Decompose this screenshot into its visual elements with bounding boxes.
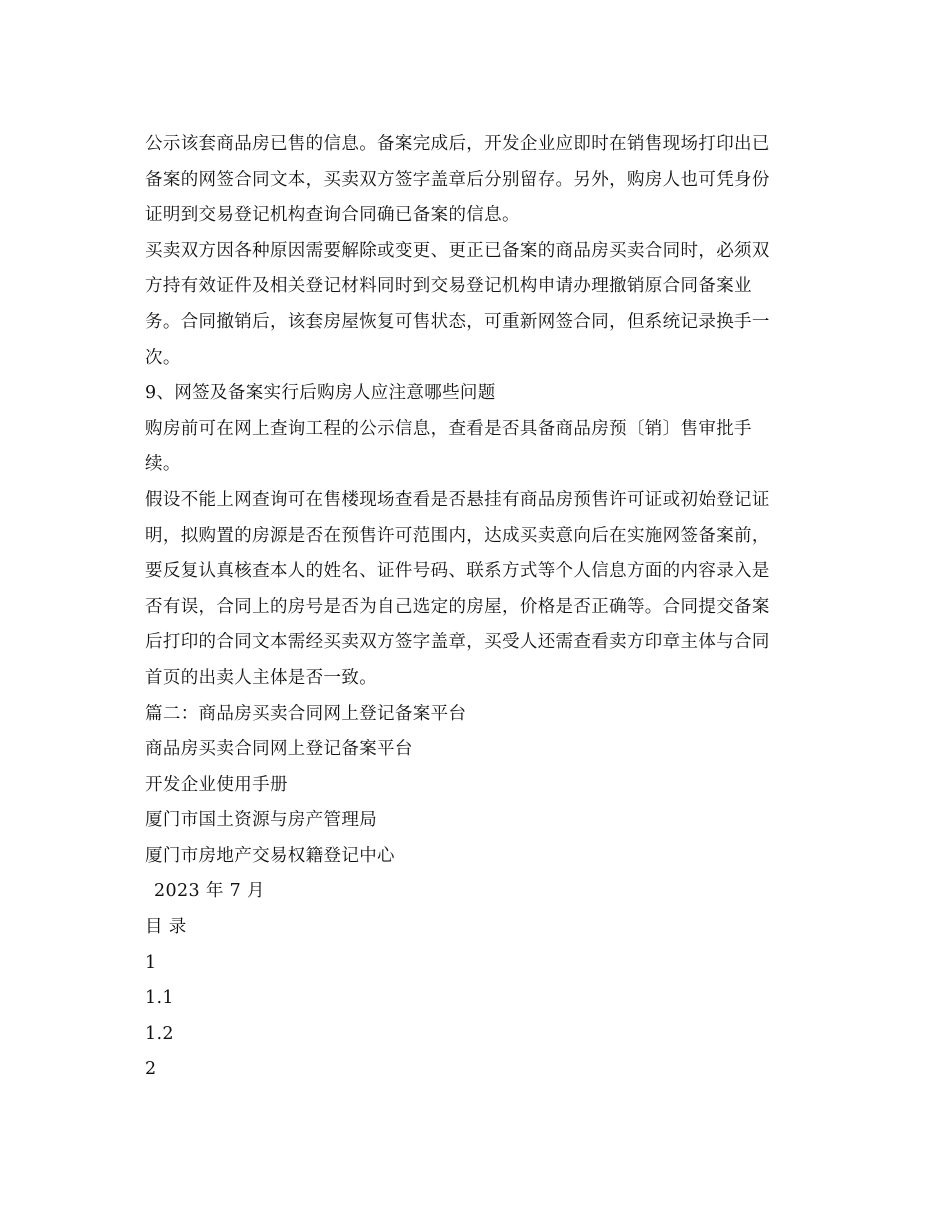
text-line: 次。 bbox=[145, 347, 181, 368]
chapter-heading: 篇二：商品房买卖合同网上登记备案平台 bbox=[145, 703, 467, 724]
manual-subtitle: 开发企业使用手册 bbox=[145, 774, 288, 795]
manual-title: 商品房买卖合同网上登记备案平台 bbox=[145, 739, 413, 760]
section-heading: 9、网签及备案实行后购房人应注意哪些问题 bbox=[145, 383, 496, 404]
text-line: 否有误，合同上的房号是否为自己选定的房屋，价格是否正确等。合同提交备案 bbox=[145, 596, 770, 617]
text-line: 后打印的合同文本需经买卖双方签字盖章，买受人还需查看卖方印章主体与合同 bbox=[145, 632, 770, 653]
text-line: 续。 bbox=[145, 454, 181, 475]
text-line: 公示该套商品房已售的信息。备案完成后，开发企业应即时在销售现场打印出已 bbox=[145, 134, 770, 154]
text-line: 购房前可在网上查询工程的公示信息，查看是否具备商品房预〔销〕售审批手 bbox=[145, 418, 752, 439]
text-line: 证明到交易登记机构查询合同确已备案的信息。 bbox=[145, 205, 520, 226]
publish-date: 2023 年 7 月 bbox=[154, 881, 265, 902]
text-line: 买卖双方因各种原因需要解除或变更、更正已备案的商品房买卖合同时，必须双 bbox=[145, 240, 770, 261]
toc-entry: 1.2 bbox=[145, 1023, 174, 1044]
toc-title: 目 录 bbox=[145, 917, 187, 938]
text-line: 方持有效证件及相关登记材料同时到交易登记机构申请办理撤销原合同备案业 bbox=[145, 276, 752, 297]
text-line: 假设不能上网查询可在售楼现场查看是否悬挂有商品房预售许可证或初始登记证 bbox=[145, 489, 770, 510]
toc-entry: 1.1 bbox=[145, 988, 174, 1009]
issuer-name: 厦门市房地产交易权籍登记中心 bbox=[145, 845, 395, 866]
toc-entry: 2 bbox=[145, 1059, 157, 1080]
text-line: 务。合同撤销后，该套房屋恢复可售状态，可重新网签合同，但系统记录换手一 bbox=[145, 311, 770, 332]
issuer-name: 厦门市国土资源与房产管理局 bbox=[145, 810, 378, 831]
toc-entry: 1 bbox=[145, 952, 157, 973]
text-line: 首页的出卖人主体是否一致。 bbox=[145, 667, 378, 688]
text-line: 备案的网签合同文本，买卖双方签字盖章后分别留存。另外，购房人也可凭身份 bbox=[145, 169, 770, 190]
text-line: 明，拟购置的房源是否在预售许可范围内，达成买卖意向后在实施网签备案前， bbox=[145, 525, 770, 546]
document-page bbox=[145, 127, 810, 1088]
text-line: 要反复认真核查本人的姓名、证件号码、联系方式等个人信息方面的内容录入是 bbox=[145, 561, 770, 582]
